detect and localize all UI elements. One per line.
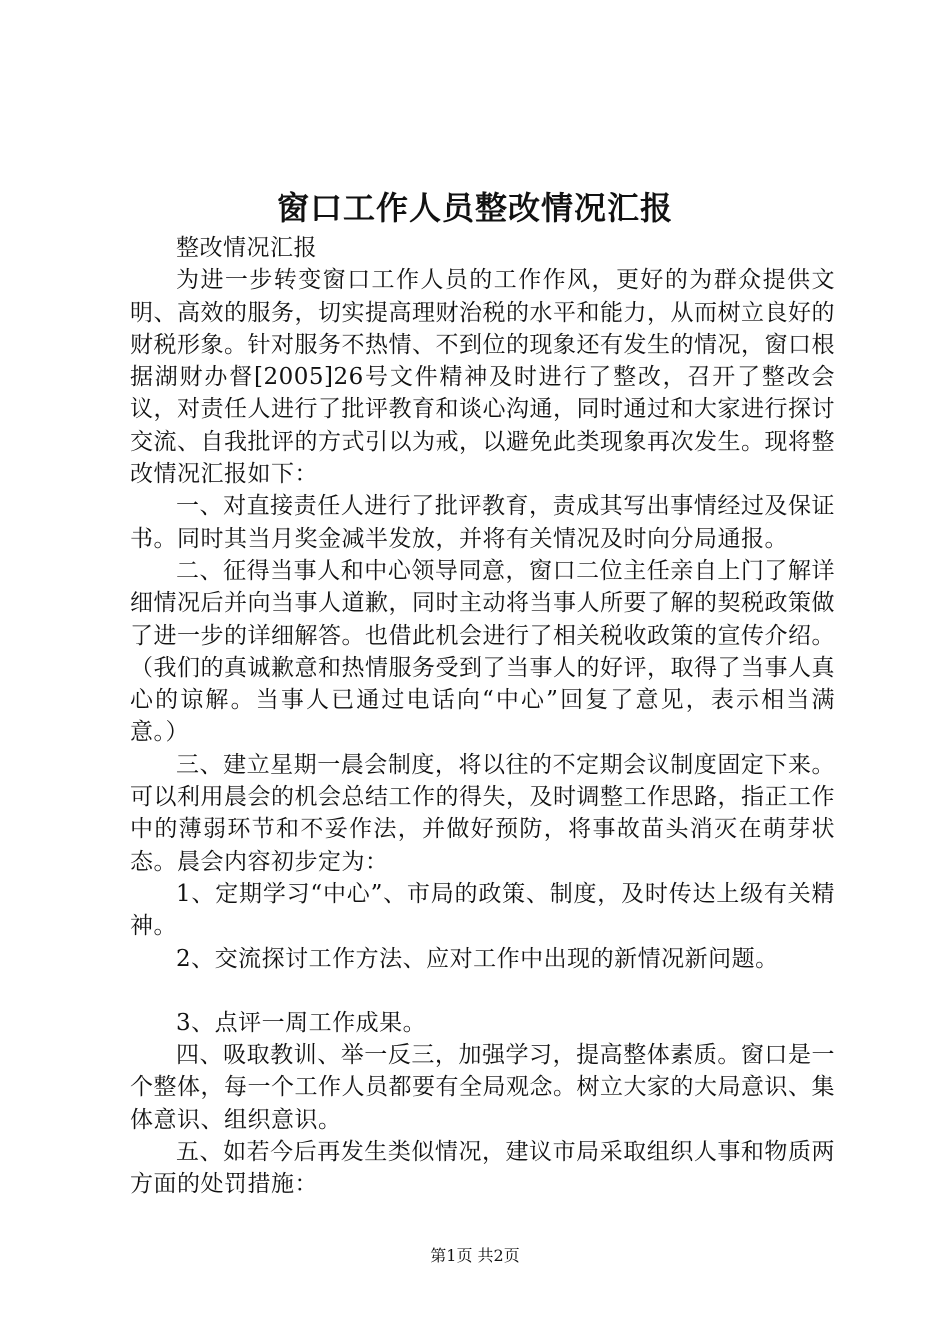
paragraph-intro: 为进一步转变窗口工作人员的工作作风，更好的为群众提供文明、高效的服务，切实提高理财治税的水平和能力，从而树立良好的财税形象。针对服务不热情、不到位的现象还有发生的情况，窗口根据湖财办督[2005]26号文件精神及时进行了整改，召开了整改会议，对责任人进行了批评教育和谈心沟通，同时通过和大家进行探讨交流、自我批评的方式引以为戒，以避免此类现象再次发生。现将整改情况汇报如下： bbox=[130, 267, 835, 488]
paragraph-item-2: 二、征得当事人和中心领导同意，窗口二位主任亲自上门了解详细情况后并向当事人道歉，同时主动将当事人所要了解的契税政策做了进一步的详细解答。也借此机会进行了相关税收政策的宣传介绍。（我们的真诚歉意和热情服务受到了当事人的好评，取得了当事人真心的谅解。当事人已通过电话向“中心”回复了意见，表示相当满意。） bbox=[130, 557, 835, 746]
paragraph-subitem-3: 3、点评一周工作成果。 bbox=[176, 1009, 427, 1036]
paragraph-item-3: 三、建立星期一晨会制度，将以往的不定期会议制度固定下来。可以利用晨会的机会总结工作的得失，及时调整工作思路，指正工作中的薄弱环节和不妥作法，并做好预防，将事故苗头消灭在萌芽状态。晨会内容初步定为： bbox=[130, 751, 835, 875]
document-title: 窗口工作人员整改情况汇报 bbox=[276, 189, 673, 227]
paragraph-subitem-1: 1、定期学习“中心”、市局的政策、制度，及时传达上级有关精神。 bbox=[130, 880, 835, 940]
paragraph-item-1: 一、对直接责任人进行了批评教育，责成其写出事情经过及保证书。同时其当月奖金减半发放，并将有关情况及时向分局通报。 bbox=[130, 493, 835, 552]
paragraph-heading: 整改情况汇报 bbox=[176, 235, 317, 261]
page-footer: 第1页 共2页 bbox=[430, 1246, 520, 1265]
paragraph-item-4: 四、吸取教训、举一反三，加强学习，提高整体素质。窗口是一个整体，每一个工作人员都要有全局观念。树立大家的大局意识、集体意识、组织意识。 bbox=[130, 1042, 835, 1133]
document-body bbox=[130, 232, 835, 1201]
paragraph-item-5: 五、如若今后再发生类似情况，建议市局采取组织人事和物质两方面的处罚措施： bbox=[130, 1139, 835, 1198]
paragraph-subitem-2: 2、交流探讨工作方法、应对工作中出现的新情况新问题。 bbox=[176, 945, 779, 972]
